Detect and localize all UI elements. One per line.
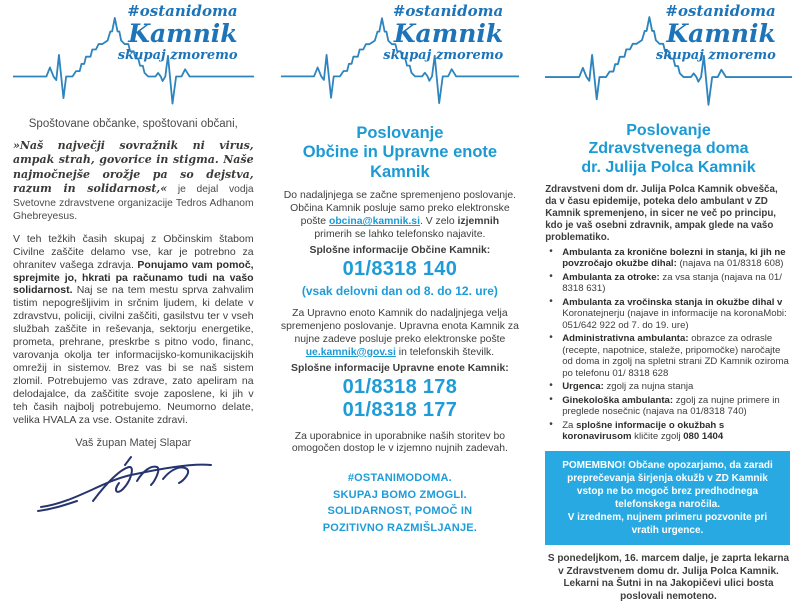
title-line: Poslovanje	[356, 124, 444, 142]
phone-ue-2: 01/8318 177	[342, 398, 458, 421]
bullet-icon: •	[549, 332, 553, 344]
item-pre: Za	[562, 419, 577, 431]
list-item	[545, 272, 792, 295]
item-bold: Ambulanta za kronične bolezni in stanja, ki jih ne povzročajo okužbe dihal:	[562, 246, 786, 270]
phone-ue-1: 01/8318 178	[342, 375, 458, 398]
footer-line: S ponedeljkom, 16. marcem dalje, je zaprta lekarna	[547, 552, 790, 564]
brand-text	[383, 4, 503, 62]
bullet-icon: •	[549, 418, 553, 430]
slogan-line: SOLIDARNOST, POMOČ IN	[327, 505, 473, 518]
letter-text-b: Naj se na tem mestu sprva zahvalim tistim nepogrešljivim in srčnim ljudem, ki delate v zdravstvu, policiji, civilni zaščiti, gasilstvu ter v vseh službah zaščite in reševanja, sektorju energetike, prometa, prehrane, preskrbe s pitno vodo, financ, varovanja okolja ter informacijsko-komunikacijskih omrežij in sistemov. Brez vas bi se naš sistem zlomil. Potrebujemo vas zdrave, zato apeliram na delodajalce, da zaščitite svoje zaposlene, ki jih v teh časih najbolj potrebujemo. Neumorno delate, velika HVALA za vse. Ostanite zdravi.	[13, 284, 254, 426]
brand-tagline: skupaj zmoremo	[655, 48, 776, 63]
title-line: Občine in Upravne enote Kamnik	[302, 143, 498, 181]
paragraph-text: primerih se lahko telefonsko najavite.	[314, 229, 486, 241]
email-link-obcina[interactable]: obcina@kamnik.si	[328, 216, 420, 228]
access-note: Za uporabnice in uporabnike naših storitev bo omogočen dostop le v izjemno nujnih zadevah.	[291, 430, 508, 455]
important-notice-box	[545, 451, 790, 545]
brand-name: Kamnik	[666, 19, 776, 48]
item-bold: splošne informacije o okužbah s koronavirusom	[562, 419, 725, 443]
panel-health-center	[533, 0, 800, 603]
item-bold2: 080 1404	[683, 431, 724, 443]
list-item	[545, 297, 792, 332]
paragraph-text: Za Upravno enoto Kamnik do nadaljnjega velja spremenjeno poslovanje. Upravna enota Kamnik za nujne zadeve posluje preko elektronske pošte	[280, 307, 519, 345]
brand-tagline: skupaj zmoremo	[383, 48, 504, 63]
list-item	[545, 247, 792, 270]
slogan-line: SKUPAJ BOMO ZMOGLI.	[333, 488, 467, 501]
signoff: Vaš župan Matej Slapar	[75, 437, 192, 450]
item-rest: kličite zgolj	[631, 431, 684, 443]
campaign-slogan	[281, 470, 520, 536]
municipality-paragraph	[281, 190, 520, 242]
item-bold: Ambulanta za vročinska stanja in okužbe dihal v	[562, 296, 783, 308]
mayor-letter-body	[13, 233, 254, 427]
panel-municipality	[267, 0, 534, 561]
panel-mayor-letter	[0, 0, 267, 561]
item-bold: Urgenca:	[562, 381, 604, 393]
quote-text: »Naš največji sovražnik ni virus, ampak strah, govorice in stigma. Naše najmočnejše orožje pa so dejstva, razum in solidarnost,«	[13, 139, 254, 196]
title-line: dr. Julija Polca Kamnik	[581, 158, 756, 176]
brand-name: Kamnik	[128, 19, 238, 48]
brand-tagline: skupaj zmoremo	[117, 48, 238, 63]
admin-unit-paragraph	[281, 308, 520, 360]
item-bold: Ambulanta za otroke:	[562, 271, 660, 283]
salutation: Spoštovane občanke, spoštovani občani,	[28, 118, 238, 130]
paragraph-text: . V zelo	[419, 216, 458, 228]
brand-text	[656, 4, 776, 62]
slogan-line: POZITIVNO RAZMIŠLJANJE.	[322, 521, 478, 534]
paragraph-text: in telefonskih številk.	[395, 346, 495, 358]
list-item	[545, 381, 792, 393]
brand-hashtag: #ostanidoma	[392, 2, 504, 20]
who-quote	[13, 139, 254, 224]
brand-header	[281, 0, 520, 108]
health-center-title	[545, 122, 792, 177]
item-rest: za vsa stanja (najava na 01/ 8318 631)	[562, 271, 782, 295]
item-rest: Koronatejnerju (najave in informacije na koronaMobi: 051/642 922 od 7. do 19. ure)	[562, 308, 787, 331]
notice-text: POMEMBNO! Občane opozarjamo, da zaradi preprečevanja širjenja okužb v ZD Kamnik vstop ne bo mogoč brez predhodnega telefonskega naročila.	[562, 459, 773, 510]
paragraph-bold: izjemnih	[457, 216, 500, 228]
letter-text-bold: Ponujamo vam pomoč, sprejmite jo, hkrati pa računamo tudi na vašo solidarnost.	[13, 258, 254, 297]
email-link-ue[interactable]: ue.kamnik@gov.si	[305, 346, 396, 358]
list-item	[545, 395, 792, 418]
brand-name: Kamnik	[393, 19, 504, 48]
clinic-list	[545, 247, 792, 443]
list-item	[545, 333, 792, 379]
bullet-icon: •	[549, 380, 553, 392]
item-rest: zgolj za nujne primere in preglede nosečnic (najava na 01/8318 740)	[562, 394, 780, 418]
brand-header	[13, 0, 254, 108]
slogan-line: #OSTANIMODOMA.	[347, 472, 452, 485]
brand-header	[545, 0, 792, 108]
title-line: Poslovanje	[626, 122, 711, 139]
list-item	[545, 420, 792, 443]
item-rest: zgolj za nujna stanja	[603, 381, 694, 393]
item-bold: Administrativna ambulanta:	[562, 333, 689, 345]
phone-hours-note: (vsak delovni dan od 8. do 12. ure)	[301, 283, 498, 298]
letter-text-a: V teh težkih časih skupaj z Občinskim štabom Civilne zaščite delamo vse, kar je potrebno za ohranitev vašega zdravja.	[13, 232, 254, 271]
item-rest: obrazce za odrasle (recepte, napotnice, staleže, pripomočke) naročajte od doma in zgolj na spletni strani ZD Kamnik oziroma po telefonu 01/ 8318 628	[562, 333, 789, 379]
title-line: Zdravstvenega doma	[588, 140, 749, 158]
brand-hashtag: #ostanidoma	[665, 2, 776, 20]
bullet-icon: •	[549, 295, 553, 307]
brand-text	[118, 4, 238, 62]
notice-text: V izrednem, nujnem primeru pozvonite pri vratih urgence.	[567, 511, 768, 536]
bullet-icon: •	[549, 245, 553, 257]
brand-hashtag: #ostanidoma	[127, 2, 238, 20]
info-label-ue: Splošne informacije Upravne enote Kamnik:	[291, 362, 509, 374]
bullet-icon: •	[549, 270, 553, 282]
municipality-title	[281, 124, 520, 182]
mayor-signature	[33, 451, 233, 513]
item-bold: Ginekološka ambulanta:	[562, 394, 674, 406]
bullet-icon: •	[549, 393, 553, 405]
item-rest: (najava na 01/8318 608)	[676, 258, 784, 270]
quote-attribution: je dejal vodja Svetovne zdravstvene organizacije Tedros Adhanom Ghebreyesus.	[13, 184, 254, 223]
health-center-intro: Zdravstveni dom dr. Julija Polca Kamnik obvešča, da v času epidemije, poteka delo ambulant v ZD Kamnik spremenjeno, in sicer ne več po principu, kdo je vaš osebni zdravnik, ampak glede na vašo problematiko.	[545, 184, 778, 243]
info-label-obcina: Splošne informacije Občine Kamnik:	[309, 244, 491, 256]
footer-line: Lekarni na Šutni in na Jakopičevi ulici bosta poslovali nemoteno.	[563, 578, 774, 603]
footer-line: v Zdravstvenem domu dr. Julija Polca Kamnik.	[558, 565, 779, 577]
phone-obcina: 01/8318 140	[342, 257, 458, 280]
paragraph-text: Do nadaljnjega se začne spremenjeno poslovanje. Občina Kamnik posluje samo preko elektronske pošte	[283, 190, 516, 228]
